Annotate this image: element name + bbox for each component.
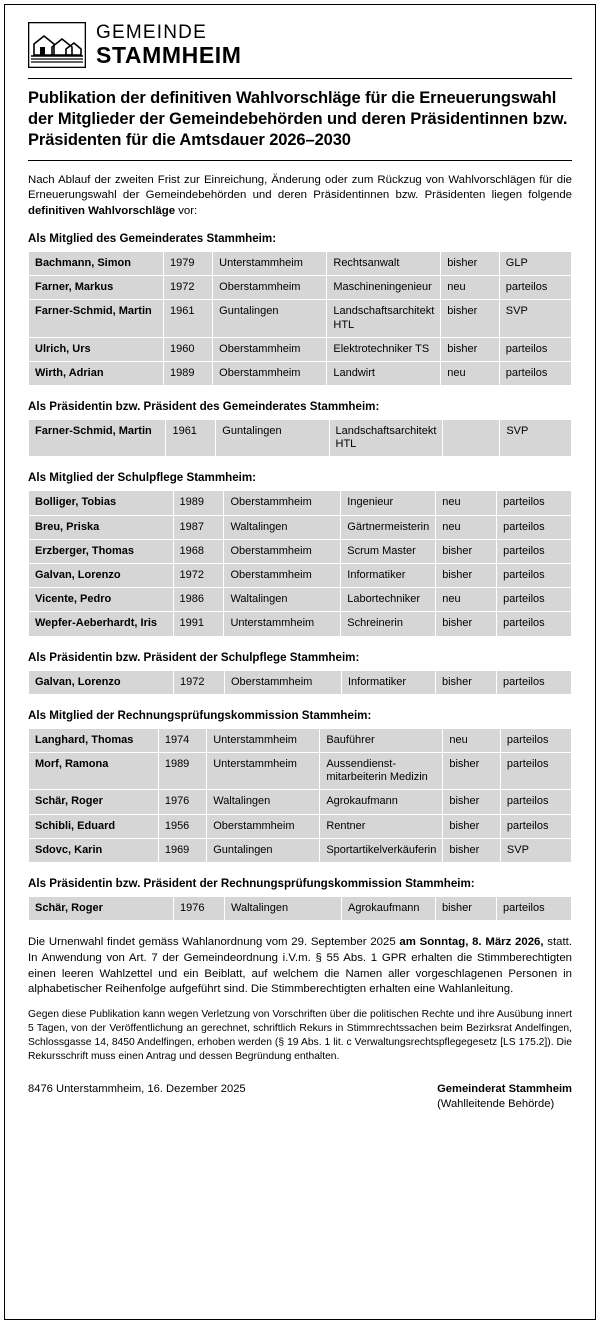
- table-row: [29, 564, 571, 587]
- candidate-town: Waltalingen: [224, 588, 340, 611]
- table-row: [29, 420, 571, 456]
- sections-container: [28, 232, 572, 921]
- candidate-job: Scrum Master: [341, 540, 435, 563]
- section-heading: Als Präsidentin bzw. Präsident des Gemeinderates Stammheim:: [28, 400, 380, 414]
- candidate-name: Breu, Priska: [29, 516, 173, 539]
- candidate-status: bisher: [441, 252, 499, 275]
- candidate-status: bisher: [443, 753, 500, 789]
- section-heading: Als Präsidentin bzw. Präsident der Rechnungsprüfungskommission Stammheim:: [28, 876, 475, 890]
- candidate-name: Wirth, Adrian: [29, 362, 163, 385]
- candidate-year: 1989: [159, 753, 206, 789]
- table-row: [29, 300, 571, 336]
- candidates-table: [28, 896, 572, 921]
- place-and-date: 8476 Unterstammheim, 16. Dezember 2025: [28, 1083, 246, 1095]
- candidate-year: 1968: [174, 540, 224, 563]
- section-heading: Als Mitglied der Rechnungsprüfungskommission Stammheim:: [28, 708, 372, 722]
- candidate-town: Unterstammheim: [213, 252, 326, 275]
- candidate-year: 1979: [164, 252, 212, 275]
- candidate-job: Agrokaufmann: [320, 790, 442, 813]
- candidates-table: [28, 419, 572, 457]
- candidate-name: Vicente, Pedro: [29, 588, 173, 611]
- candidate-name: Schär, Roger: [29, 790, 158, 813]
- section-heading: Als Mitglied des Gemeinderates Stammheim:: [28, 231, 277, 245]
- candidate-job: Gärtnermeisterin: [341, 516, 435, 539]
- candidate-year: 1974: [159, 729, 206, 752]
- section-heading: Als Mitglied der Schulpflege Stammheim:: [28, 471, 257, 485]
- election-info-1: Die Urnenwahl findet gemäss Wahlanordnung vom 29. September 2025: [28, 936, 400, 949]
- table-row: [29, 815, 571, 838]
- candidate-name: Farner-Schmid, Martin: [29, 300, 163, 336]
- candidate-party: SVP: [500, 300, 571, 336]
- appeal-paragraph: Gegen diese Publikation kann wegen Verletzung von Vorschriften über die politischen Rechte und ihre Ausübung innert 5 Tagen, von der Veröffentlichung an gerechnet, schriftlich Rekurs in Stimmrechtssachen beim Bezirksrat Andelfingen, Schlossgasse 14, 8450 Andelfingen, erhoben werden (§ 19 Abs. 1 lit. c Verwaltungsrechtspflegegesetz [LS 175.2]). Die Rekursschrift muss einen Antrag und dessen Begründung enthalten.: [28, 1009, 572, 1062]
- candidate-party: parteilos: [497, 671, 571, 694]
- table-row: [29, 491, 571, 514]
- candidate-party: parteilos: [497, 588, 571, 611]
- candidate-year: 1972: [164, 276, 212, 299]
- candidate-status: bisher: [443, 790, 500, 813]
- candidate-party: parteilos: [497, 540, 571, 563]
- candidate-job: Bauführer: [320, 729, 442, 752]
- election-date: am Sonntag, 8. März 2026,: [399, 936, 544, 949]
- candidate-name: Langhard, Thomas: [29, 729, 158, 752]
- candidate-year: 1987: [174, 516, 224, 539]
- candidate-name: Morf, Ramona: [29, 753, 158, 789]
- candidate-job: Landwirt: [327, 362, 440, 385]
- candidate-status: bisher: [441, 338, 499, 361]
- candidate-town: Guntalingen: [216, 420, 328, 456]
- candidate-status: bisher: [436, 612, 496, 635]
- page-title: Publikation der definitiven Wahlvorschläge für die Erneuerungswahl der Mitglieder der Gemeindebehörden und deren Präsidentinnen bzw. Präsidenten für die Amtsdauer 2026–2030: [28, 89, 568, 149]
- candidate-job: Aussendienst- mitarbeiterin Medizin: [320, 753, 442, 789]
- candidate-year: 1956: [159, 815, 206, 838]
- page-content: [16, 14, 584, 1117]
- intro-text-bold: definitiven Wahlvorschläge: [28, 205, 176, 218]
- logo-line-stammheim: STAMMHEIM: [96, 42, 242, 68]
- candidate-party: SVP: [501, 839, 571, 862]
- candidate-year: 1961: [164, 300, 212, 336]
- candidate-year: 1991: [174, 612, 224, 635]
- candidate-town: Waltalingen: [224, 516, 340, 539]
- candidate-year: 1989: [164, 362, 212, 385]
- candidate-name: Galvan, Lorenzo: [29, 564, 173, 587]
- candidate-year: 1976: [159, 790, 206, 813]
- candidate-job: Agrokaufmann: [342, 897, 435, 920]
- table-row: [29, 540, 571, 563]
- candidate-status: neu: [436, 516, 496, 539]
- village-houses-icon: [28, 22, 86, 68]
- candidate-party: SVP: [500, 420, 571, 456]
- candidate-year: 1961: [166, 420, 215, 456]
- candidate-status: bisher: [443, 815, 500, 838]
- candidate-party: GLP: [500, 252, 571, 275]
- candidate-town: Unterstammheim: [207, 729, 319, 752]
- table-row: [29, 612, 571, 635]
- candidate-name: Farner-Schmid, Martin: [29, 420, 165, 456]
- candidate-status: bisher: [436, 671, 496, 694]
- candidate-town: Oberstammheim: [213, 276, 326, 299]
- candidate-town: Guntalingen: [213, 300, 326, 336]
- candidate-name: Erzberger, Thomas: [29, 540, 173, 563]
- candidate-name: Schibli, Eduard: [29, 815, 158, 838]
- candidate-party: parteilos: [501, 790, 571, 813]
- signing-authority: [437, 1082, 572, 1111]
- logo-wordmark: [96, 23, 242, 67]
- candidate-name: Bachmann, Simon: [29, 252, 163, 275]
- candidates-table: [28, 490, 572, 636]
- election-info-paragraph: [28, 935, 572, 998]
- candidate-job: Ingenieur: [341, 491, 435, 514]
- table-row: [29, 276, 571, 299]
- candidate-party: parteilos: [497, 491, 571, 514]
- candidate-town: Oberstammheim: [224, 540, 340, 563]
- candidate-job: Sportartikelverkäuferin: [320, 839, 442, 862]
- intro-text-1: Nach Ablauf der zweiten Frist zur Einreichung, Änderung oder zum Rückzug von Wahlvorschlägen für die Erneuerungswahl der Gemeindebehörden und deren Präsidentinnen bzw. Präsidenten liegen folgende: [28, 173, 572, 202]
- candidate-town: Oberstammheim: [224, 564, 340, 587]
- divider-top: [28, 78, 572, 79]
- candidate-status: bisher: [443, 839, 500, 862]
- candidate-job: Landschaftsarchitekt HTL: [330, 420, 443, 456]
- candidate-job: Schreinerin: [341, 612, 435, 635]
- candidate-job: Informatiker: [342, 671, 435, 694]
- candidate-name: Galvan, Lorenzo: [29, 671, 173, 694]
- signature-row: [28, 1082, 572, 1111]
- candidate-year: 1972: [174, 671, 224, 694]
- candidate-year: 1976: [174, 897, 224, 920]
- candidate-town: Oberstammheim: [213, 362, 326, 385]
- table-row: [29, 588, 571, 611]
- candidate-job: Landschaftsarchitekt HTL: [327, 300, 440, 336]
- candidate-name: Schär, Roger: [29, 897, 173, 920]
- candidate-status: bisher: [436, 540, 496, 563]
- candidate-party: parteilos: [500, 276, 571, 299]
- candidate-town: Waltalingen: [225, 897, 341, 920]
- candidate-status: neu: [436, 588, 496, 611]
- candidate-town: Guntalingen: [207, 839, 319, 862]
- candidate-party: parteilos: [501, 729, 571, 752]
- candidate-year: 1960: [164, 338, 212, 361]
- candidate-status: [443, 420, 499, 456]
- table-row: [29, 790, 571, 813]
- candidate-party: parteilos: [501, 815, 571, 838]
- table-row: [29, 897, 571, 920]
- table-row: [29, 671, 571, 694]
- candidate-town: Unterstammheim: [224, 612, 340, 635]
- candidate-name: Bolliger, Tobias: [29, 491, 173, 514]
- candidates-table: [28, 670, 572, 695]
- candidate-year: 1969: [159, 839, 206, 862]
- candidate-town: Oberstammheim: [207, 815, 319, 838]
- candidate-party: parteilos: [497, 564, 571, 587]
- candidate-year: 1986: [174, 588, 224, 611]
- candidate-town: Unterstammheim: [207, 753, 319, 789]
- authority-role: (Wahlleitende Behörde): [437, 1097, 555, 1110]
- candidate-status: neu: [443, 729, 500, 752]
- section-heading: Als Präsidentin bzw. Präsident der Schulpflege Stammheim:: [28, 650, 360, 664]
- candidate-status: neu: [441, 362, 499, 385]
- intro-text-2: vor:: [175, 205, 198, 218]
- candidate-name: Sdovc, Karin: [29, 839, 158, 862]
- candidate-town: Oberstammheim: [213, 338, 326, 361]
- candidate-job: Rechtsanwalt: [327, 252, 440, 275]
- divider-under-title: [28, 160, 572, 161]
- table-row: [29, 839, 571, 862]
- candidate-year: 1989: [174, 491, 224, 514]
- table-row: [29, 729, 571, 752]
- candidate-job: Maschineningenieur: [327, 276, 440, 299]
- table-row: [29, 338, 571, 361]
- candidate-job: Elektrotechniker TS: [327, 338, 440, 361]
- table-row: [29, 753, 571, 789]
- candidate-job: Labortechniker: [341, 588, 435, 611]
- election-info-2: statt. In Anwendung von Art. 7 der Gemeindeordnung i.V.m. § 55 Abs. 1 GPR erhalten die Stimmberechtigten einen leeren Wahlzettel und ein Beiblatt, auf welchem die Namen aller vorgeschlagenen Personen in alphabetischer Reihenfolge aufgeführt sind. Die Stimmberechtigten erhalten eine Wahlanleitung.: [28, 936, 572, 996]
- candidate-party: parteilos: [497, 897, 571, 920]
- candidate-year: 1972: [174, 564, 224, 587]
- candidate-party: parteilos: [500, 362, 571, 385]
- table-row: [29, 362, 571, 385]
- candidate-status: bisher: [436, 897, 496, 920]
- municipality-logo: [28, 22, 572, 68]
- intro-paragraph: [28, 173, 572, 220]
- candidate-town: Waltalingen: [207, 790, 319, 813]
- candidate-party: parteilos: [500, 338, 571, 361]
- candidate-name: Farner, Markus: [29, 276, 163, 299]
- candidate-name: Ulrich, Urs: [29, 338, 163, 361]
- authority-name: Gemeinderat Stammheim: [437, 1083, 572, 1095]
- candidate-status: bisher: [441, 300, 499, 336]
- candidate-status: neu: [436, 491, 496, 514]
- candidate-name: Wepfer-Aeberhardt, Iris: [29, 612, 173, 635]
- table-row: [29, 252, 571, 275]
- candidate-party: parteilos: [501, 753, 571, 789]
- candidate-job: Informatiker: [341, 564, 435, 587]
- candidate-town: Oberstammheim: [225, 671, 341, 694]
- candidate-party: parteilos: [497, 612, 571, 635]
- candidate-town: Oberstammheim: [224, 491, 340, 514]
- candidate-party: parteilos: [497, 516, 571, 539]
- candidates-table: [28, 251, 572, 386]
- table-row: [29, 516, 571, 539]
- candidate-status: bisher: [436, 564, 496, 587]
- candidates-table: [28, 728, 572, 863]
- candidate-status: neu: [441, 276, 499, 299]
- logo-line-gemeinde: GEMEINDE: [96, 22, 207, 43]
- candidate-job: Rentner: [320, 815, 442, 838]
